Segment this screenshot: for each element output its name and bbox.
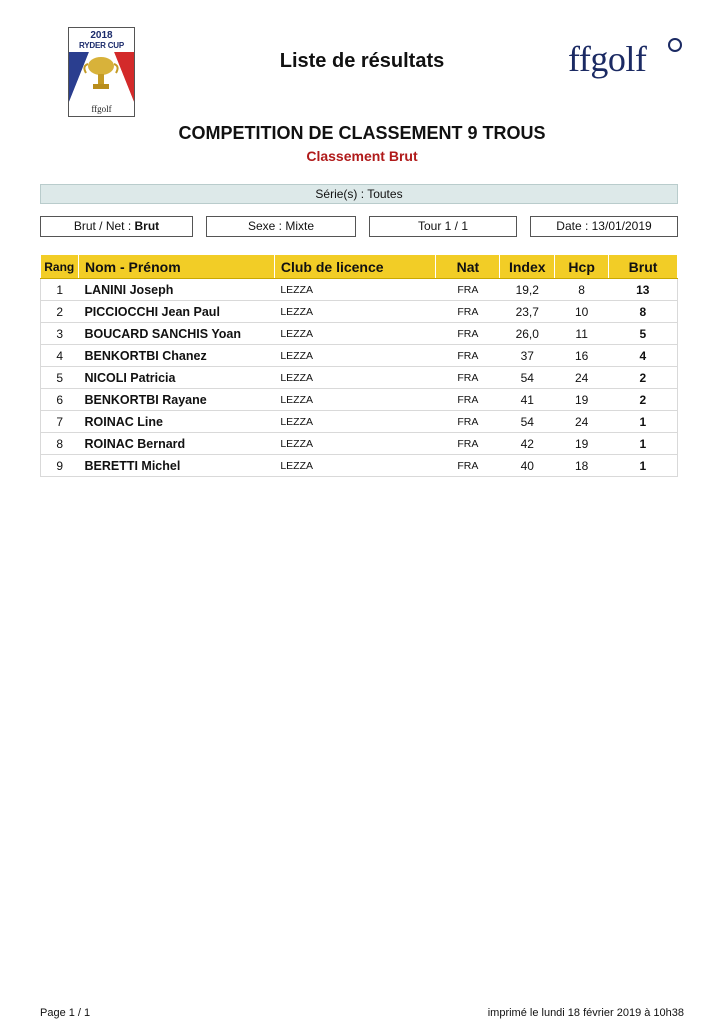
sexe-value: Mixte (285, 219, 315, 233)
trophy-flag-icon (69, 52, 134, 102)
cell-club: LEZZA (274, 411, 436, 433)
header-index: Index (500, 255, 555, 279)
results-table (40, 255, 678, 477)
cell-hcp: 8 (555, 279, 609, 301)
header-nom: Nom - Prénom (78, 255, 274, 279)
table-row (41, 455, 678, 477)
cell-nat: FRA (436, 433, 500, 455)
header-club: Club de licence (274, 255, 436, 279)
cell-nom: LANINI Joseph (78, 279, 274, 301)
cell-brut: 2 (609, 367, 678, 389)
brut-net-value: Brut (134, 219, 160, 233)
cell-brut: 8 (609, 301, 678, 323)
cell-nom: BENKORTBI Chanez (78, 345, 274, 367)
cell-hcp: 19 (555, 433, 609, 455)
cell-index: 26,0 (500, 323, 555, 345)
cell-index: 54 (500, 411, 555, 433)
table-row (41, 411, 678, 433)
cell-index: 23,7 (500, 301, 555, 323)
sexe-label: Sexe : (247, 219, 282, 233)
date-box: Date : 13/01/2019 (530, 216, 678, 237)
cell-rang: 5 (41, 367, 79, 389)
table-header-row (41, 255, 678, 279)
cell-rang: 8 (41, 433, 79, 455)
cell-club: LEZZA (274, 455, 436, 477)
cell-rang: 2 (41, 301, 79, 323)
logo-sub: ffgolf (91, 104, 112, 114)
cell-club: LEZZA (274, 301, 436, 323)
cell-nat: FRA (436, 345, 500, 367)
ffgolf-logo: ffgolf (568, 39, 647, 79)
cell-nat: FRA (436, 455, 500, 477)
cell-brut: 5 (609, 323, 678, 345)
table-row (41, 279, 678, 301)
header-hcp: Hcp (555, 255, 609, 279)
logo-year: 2018 (90, 30, 113, 41)
cell-nat: FRA (436, 323, 500, 345)
cell-nat: FRA (436, 389, 500, 411)
cell-hcp: 11 (555, 323, 609, 345)
table-row (41, 345, 678, 367)
cell-index: 42 (500, 433, 555, 455)
series-bar: Série(s) : Toutes (40, 184, 678, 204)
table-row (41, 433, 678, 455)
footer-page-number: Page 1 / 1 (40, 1007, 91, 1019)
cell-brut: 1 (609, 433, 678, 455)
cell-hcp: 16 (555, 345, 609, 367)
cell-nom: BENKORTBI Rayane (78, 389, 274, 411)
cell-hcp: 19 (555, 389, 609, 411)
header-nat: Nat (436, 255, 500, 279)
table-row (41, 301, 678, 323)
cell-index: 41 (500, 389, 555, 411)
footer-print-date: imprimé le lundi 18 février 2019 à 10h38 (487, 1007, 684, 1019)
cell-nat: FRA (436, 279, 500, 301)
cell-brut: 1 (609, 411, 678, 433)
cell-brut: 2 (609, 389, 678, 411)
cell-index: 40 (500, 455, 555, 477)
cell-hcp: 24 (555, 367, 609, 389)
tour-box: Tour 1 / 1 (369, 216, 517, 237)
cell-hcp: 18 (555, 455, 609, 477)
table-row (41, 323, 678, 345)
cell-brut: 13 (609, 279, 678, 301)
cell-brut: 4 (609, 345, 678, 367)
cell-nom: BERETTI Michel (78, 455, 274, 477)
cell-club: LEZZA (274, 345, 436, 367)
cell-nom: ROINAC Bernard (78, 433, 274, 455)
document-title: Liste de résultats (279, 50, 445, 72)
cell-index: 19,2 (500, 279, 555, 301)
cell-club: LEZZA (274, 279, 436, 301)
ryder-cup-logo (68, 27, 135, 117)
cell-club: LEZZA (274, 433, 436, 455)
registered-mark-icon (668, 38, 682, 52)
sexe-box (206, 216, 356, 237)
table-row (41, 367, 678, 389)
cell-nom: PICCIOCCHI Jean Paul (78, 301, 274, 323)
cell-nat: FRA (436, 411, 500, 433)
cell-rang: 9 (41, 455, 79, 477)
cell-index: 37 (500, 345, 555, 367)
cell-club: LEZZA (274, 323, 436, 345)
competition-title: COMPETITION DE CLASSEMENT 9 TROUS (178, 123, 546, 143)
cell-club: LEZZA (274, 367, 436, 389)
cell-rang: 3 (41, 323, 79, 345)
cell-nom: BOUCARD SANCHIS Yoan (78, 323, 274, 345)
cell-nom: NICOLI Patricia (78, 367, 274, 389)
cell-nat: FRA (436, 301, 500, 323)
cell-rang: 4 (41, 345, 79, 367)
cell-club: LEZZA (274, 389, 436, 411)
header-brut: Brut (609, 255, 678, 279)
cell-hcp: 10 (555, 301, 609, 323)
cell-index: 54 (500, 367, 555, 389)
header-rang: Rang (41, 255, 79, 279)
cell-nat: FRA (436, 367, 500, 389)
logo-name: RYDER CUP (78, 41, 125, 50)
cell-brut: 1 (609, 455, 678, 477)
cell-nom: ROINAC Line (78, 411, 274, 433)
ranking-type: Classement Brut (306, 148, 418, 164)
cell-hcp: 24 (555, 411, 609, 433)
table-row (41, 389, 678, 411)
brut-net-box (40, 216, 193, 237)
cell-rang: 7 (41, 411, 79, 433)
cell-rang: 6 (41, 389, 79, 411)
cell-rang: 1 (41, 279, 79, 301)
brut-net-label: Brut / Net : (73, 219, 132, 233)
